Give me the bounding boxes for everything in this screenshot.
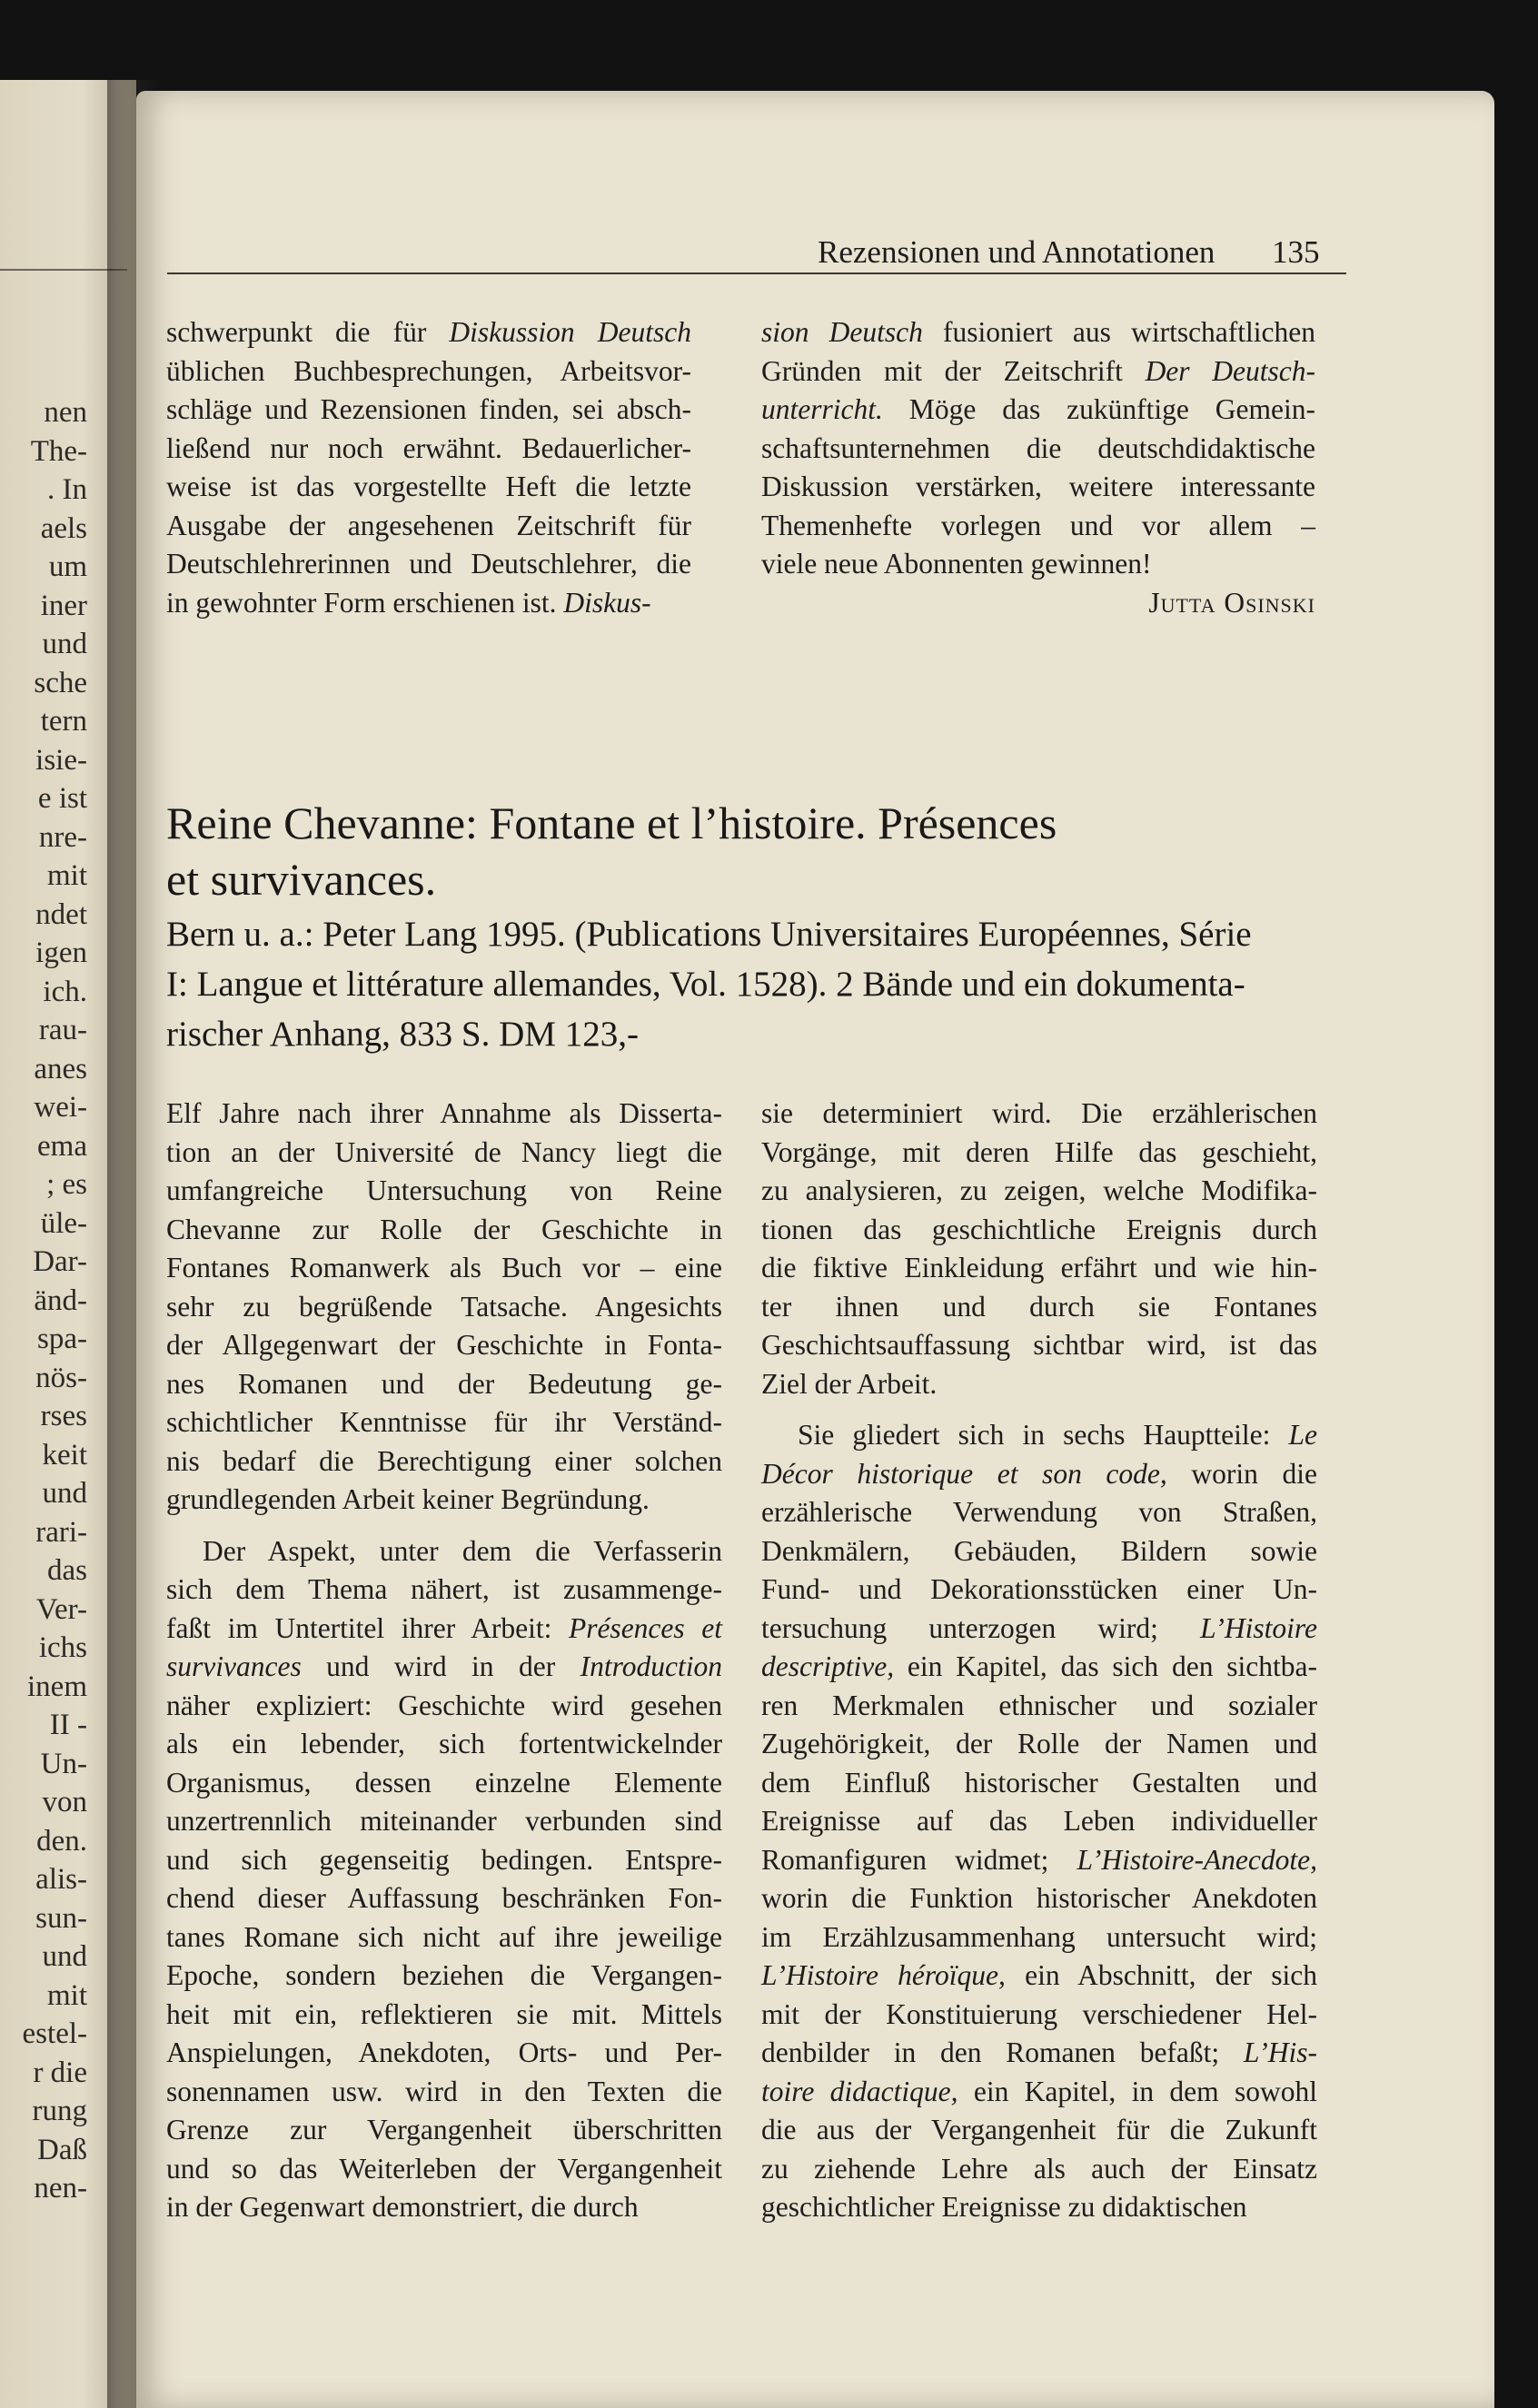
review-left-line: unzertrennlich miteinander verbunden sind xyxy=(166,1805,722,1837)
review-right-line: Décor historique et son code, worin die xyxy=(761,1457,1317,1490)
review-left-line: Epoche, sondern beziehen die Vergangen- xyxy=(166,1959,722,1991)
facing-page-fragment: alis- xyxy=(35,1863,87,1896)
review-right-line: erzählerische Verwendung von Straßen, xyxy=(761,1496,1317,1528)
facing-page-fragment: mit xyxy=(46,859,87,892)
facing-page-fragment: Dar- xyxy=(33,1245,87,1278)
review-left-line: schichtlicher Kenntnisse für ihr Verständ- xyxy=(166,1406,722,1438)
review-left-line: Organismus, dessen einzelne Elemente xyxy=(166,1766,722,1799)
review-left-line: umfangreiche Untersuchung von Reine xyxy=(166,1174,722,1206)
previous-review-left-line: Ausgabe der angesehenen Zeitschrift für xyxy=(166,509,691,541)
review-left-line: heit mit ein, reflektieren sie mit. Mittels xyxy=(166,1997,722,2030)
facing-page-fragment: The- xyxy=(30,434,87,468)
previous-review-right-line: schaftsunternehmen die deutschdidaktische xyxy=(761,431,1315,464)
review-right-line: denbilder in den Romanen befaßt; L’His- xyxy=(761,2036,1317,2068)
previous-review-right-line: unterricht. Möge das zukünftige Gemein- xyxy=(761,393,1315,425)
review-left-line: Der Aspekt, unter dem die Verfasserin xyxy=(203,1534,722,1567)
facing-page-fragment: ema xyxy=(37,1129,87,1163)
review-left-line: tion an der Université de Nancy liegt die xyxy=(166,1135,722,1168)
previous-review-left-line: weise ist das vorgestellte Heft die letzte xyxy=(166,471,691,502)
review-right-line: worin die Funktion historischer Anekdoten xyxy=(761,1882,1317,1914)
review-right-line: tersuchung unterzogen wird; L’Histoire xyxy=(761,1611,1317,1644)
review-publication-info-2: I: Langue et littérature allemandes, Vol. 1528). 2 Bände und ein dokumenta- xyxy=(166,965,1245,1004)
previous-review-left-line: in gewohnter Form erschienen ist. Diskus- xyxy=(166,586,651,619)
review-right-line: ren Merkmalen ethnischer und sozialer xyxy=(761,1689,1317,1721)
facing-page-fragment: e ist xyxy=(37,782,87,815)
review-heading xyxy=(166,795,1365,1057)
running-head xyxy=(818,234,1454,271)
review-publication-info-1: Bern u. a.: Peter Lang 1995. (Publications Universitaires Européennes, Série xyxy=(166,915,1252,954)
facing-page-fragment: nre- xyxy=(38,820,87,854)
header-rule xyxy=(167,273,1346,274)
facing-page-fragment: spa- xyxy=(37,1323,87,1355)
review-left-line: faßt im Untertitel ihrer Arbeit: Présences et xyxy=(166,1611,722,1644)
review-left-line: näher expliziert: Geschichte wird gesehen xyxy=(166,1689,722,1721)
review-right-line: geschichtlicher Ereignisse zu didaktischen xyxy=(761,2191,1247,2223)
facing-page-fragment: inem xyxy=(27,1670,87,1703)
review-right-line: Zugehörigkeit, der Rolle der Namen und xyxy=(761,1728,1317,1759)
review-left-line: nes Romanen und der Bedeutung ge- xyxy=(166,1367,722,1400)
review-title-line-2: et survivances. xyxy=(166,854,437,905)
facing-page-fragment: estel- xyxy=(22,2017,87,2050)
review-left-line: Anspielungen, Anekdoten, Orts- und Per- xyxy=(166,2036,722,2068)
page-number: 135 xyxy=(1272,234,1320,270)
review-right-line: zu ziehende Lehre als auch der Einsatz xyxy=(761,2152,1317,2185)
review-left-line: Elf Jahre nach ihrer Annahme als Disserta- xyxy=(166,1097,722,1129)
facing-page-fragment: mit xyxy=(46,1978,87,2012)
previous-review-right-line: sion Deutsch fusioniert aus wirtschaftlichen xyxy=(761,316,1315,348)
review-left-line: grundlegenden Arbeit keiner Begründung. xyxy=(166,1483,650,1515)
facing-page-fragment: . In xyxy=(47,473,87,506)
review-right-line: Geschichtsauffassung sichtbar wird, ist das xyxy=(761,1329,1317,1361)
review-left-line: sich dem Thema nähert, ist zusammenge- xyxy=(166,1573,722,1605)
facing-page-fragment: wei- xyxy=(34,1091,87,1124)
facing-page-fragment: rari- xyxy=(35,1515,87,1549)
review-body-right-column xyxy=(761,1095,1317,2227)
review-left-line: Fontanes Romanwerk als Buch vor – eine xyxy=(166,1252,722,1283)
facing-page-fragment: nös- xyxy=(35,1361,87,1394)
previous-review-right-line: Themenhefte vorlegen und vor allem – xyxy=(761,509,1315,541)
facing-page-fragment: nen- xyxy=(34,2172,87,2205)
review-right-line: sie determiniert wird. Die erzählerischen xyxy=(761,1097,1317,1129)
review-left-line: sehr zu begrüßende Tatsache. Angesichts xyxy=(166,1290,722,1323)
review-left-line: chend dieser Auffassung beschränken Fon- xyxy=(166,1882,722,1914)
review-left-line: und so das Weiterleben der Vergangenheit xyxy=(166,2152,722,2185)
facing-page-fragment: isie- xyxy=(35,743,87,777)
review-right-line: Romanfiguren widmet; L’Histoire-Anecdote, xyxy=(761,1843,1317,1876)
review-right-line: die fiktive Einkleidung erfährt und wie hin- xyxy=(761,1252,1317,1283)
previous-review-left-line: schläge und Rezensionen finden, sei absch- xyxy=(166,393,691,425)
review-right-line: im Erzählzusammenhang untersucht wird; xyxy=(761,1920,1317,1953)
facing-page-fragment: um xyxy=(48,550,87,583)
previous-review-right-line: Diskussion verstärken, weitere interessante xyxy=(761,471,1315,502)
previous-review-left-line: ließend nur noch erwähnt. Bedauerlicher- xyxy=(166,431,691,464)
review-right-line: Ziel der Arbeit. xyxy=(761,1367,938,1400)
facing-page-fragment: rung xyxy=(32,2095,87,2127)
review-right-line: descriptive, ein Kapitel, das sich den sichtba- xyxy=(761,1650,1317,1682)
review-right-line: ter ihnen und durch sie Fontanes xyxy=(761,1290,1317,1323)
previous-review-right-line: viele neue Abonnenten gewinnen! xyxy=(761,548,1152,580)
facing-page-fragment: iner xyxy=(40,589,87,622)
review-right-line: Denkmälern, Gebäuden, Bildern sowie xyxy=(761,1534,1317,1567)
review-right-line: die aus der Vergangenheit für die Zukunft xyxy=(761,2114,1317,2145)
facing-page-fragment: von xyxy=(42,1786,87,1818)
review-publication-info-3: rischer Anhang, 833 S. DM 123,- xyxy=(166,1015,639,1054)
previous-review-right-column xyxy=(761,313,1315,622)
facing-page-fragment: ich. xyxy=(43,975,87,1008)
facing-page-fragment: und xyxy=(42,628,87,660)
facing-page-fragment: den. xyxy=(36,1824,87,1858)
review-left-line: Chevanne zur Rolle der Geschichte in xyxy=(166,1213,722,1245)
previous-review-left-column xyxy=(166,313,691,622)
previous-review-left-line: schwerpunkt die für Diskussion Deutsch xyxy=(166,316,691,348)
facing-page-fragment: igen xyxy=(35,936,87,969)
review-right-line: Sie gliedert sich in sechs Hauptteile: Le xyxy=(798,1419,1317,1451)
review-left-line: nis bedarf die Berechtigung einer solchen xyxy=(166,1444,722,1477)
facing-page-text-fragments xyxy=(23,393,87,2208)
review-right-line: Vorgänge, mit deren Hilfe das geschieht, xyxy=(761,1135,1317,1168)
facing-page-fragment: ndet xyxy=(35,897,87,931)
review-left-line: als ein lebender, sich fortentwickelnder xyxy=(166,1728,722,1759)
review-right-line: Ereignisse auf das Leben individueller xyxy=(761,1805,1317,1837)
facing-page-fragment: nen xyxy=(44,396,87,429)
review-body-left-column xyxy=(166,1095,722,2227)
facing-page-fragment: anes xyxy=(34,1052,87,1085)
review-left-line: Grenze zur Vergangenheit überschritten xyxy=(166,2114,722,2145)
review-left-line: und sich gegenseitig bedingen. Entspre- xyxy=(166,1843,722,1876)
previous-review-left-line: üblichen Buchbesprechungen, Arbeitsvor- xyxy=(166,354,691,387)
facing-page-fragment: ichs xyxy=(38,1631,87,1664)
review-title-line-1: Reine Chevanne: Fontane et l’histoire. Présences xyxy=(166,798,1057,848)
review-left-line: tanes Romane sich nicht auf ihre jeweilige xyxy=(166,1920,722,1953)
review-right-line: zu analysieren, zu zeigen, welche Modifika- xyxy=(761,1174,1317,1206)
facing-page-fragment: rau- xyxy=(38,1014,87,1046)
facing-page-fragment: sun- xyxy=(35,1901,87,1935)
review-right-line: Fund- und Dekorationsstücken einer Un- xyxy=(761,1573,1317,1605)
facing-page-fragment: sche xyxy=(34,666,87,699)
review-right-line: L’Histoire héroïque, ein Abschnitt, der sich xyxy=(761,1959,1318,1991)
reviewer-signature: Jutta Osinski xyxy=(1148,586,1315,619)
facing-page-fragment: keit xyxy=(42,1438,87,1472)
review-left-line: survivances und wird in der Introduction xyxy=(166,1650,722,1682)
previous-review-right-line: Gründen mit der Zeitschrift Der Deutsch- xyxy=(761,354,1315,387)
facing-page-fragment: Un- xyxy=(40,1747,87,1780)
facing-page-fragment: und xyxy=(42,1940,87,1973)
review-left-line: in der Gegenwart demonstriert, die durch xyxy=(166,2191,639,2223)
facing-page-fragment: Daß xyxy=(37,2133,87,2166)
facing-page-fragment: r die xyxy=(33,2056,87,2089)
review-right-line: toire didactique, ein Kapitel, in dem sowohl xyxy=(761,2075,1317,2107)
facing-page-fragment: rses xyxy=(40,1400,87,1432)
review-left-line: sonennamen usw. wird in den Texten die xyxy=(166,2075,722,2107)
review-right-line: tionen das geschichtliche Ereignis durch xyxy=(761,1213,1317,1245)
facing-page-fragment: das xyxy=(47,1554,87,1587)
review-right-line: mit der Konstituierung verschiedener Hel- xyxy=(761,1997,1317,2030)
review-right-line: dem Einfluß historischer Gestalten und xyxy=(761,1766,1317,1799)
facing-page-fragment: aels xyxy=(40,511,87,545)
facing-page-fragment: tern xyxy=(40,705,87,738)
facing-page-fragment: ; es xyxy=(46,1168,87,1201)
review-left-line: der Allgegenwart der Geschichte in Fonta- xyxy=(166,1329,722,1361)
running-head-section: Rezensionen und Annotationen xyxy=(818,234,1216,270)
facing-page-fragment: und xyxy=(42,1477,87,1510)
facing-page-fragment: änd- xyxy=(34,1283,87,1317)
facing-page-fragment: üle- xyxy=(40,1206,87,1240)
previous-review-left-line: Deutschlehrerinnen und Deutschlehrer, die xyxy=(166,548,691,580)
book-page xyxy=(136,91,1494,2408)
facing-page-fragment: Ver- xyxy=(35,1592,87,1626)
facing-page-fragment: II - xyxy=(49,1709,87,1741)
